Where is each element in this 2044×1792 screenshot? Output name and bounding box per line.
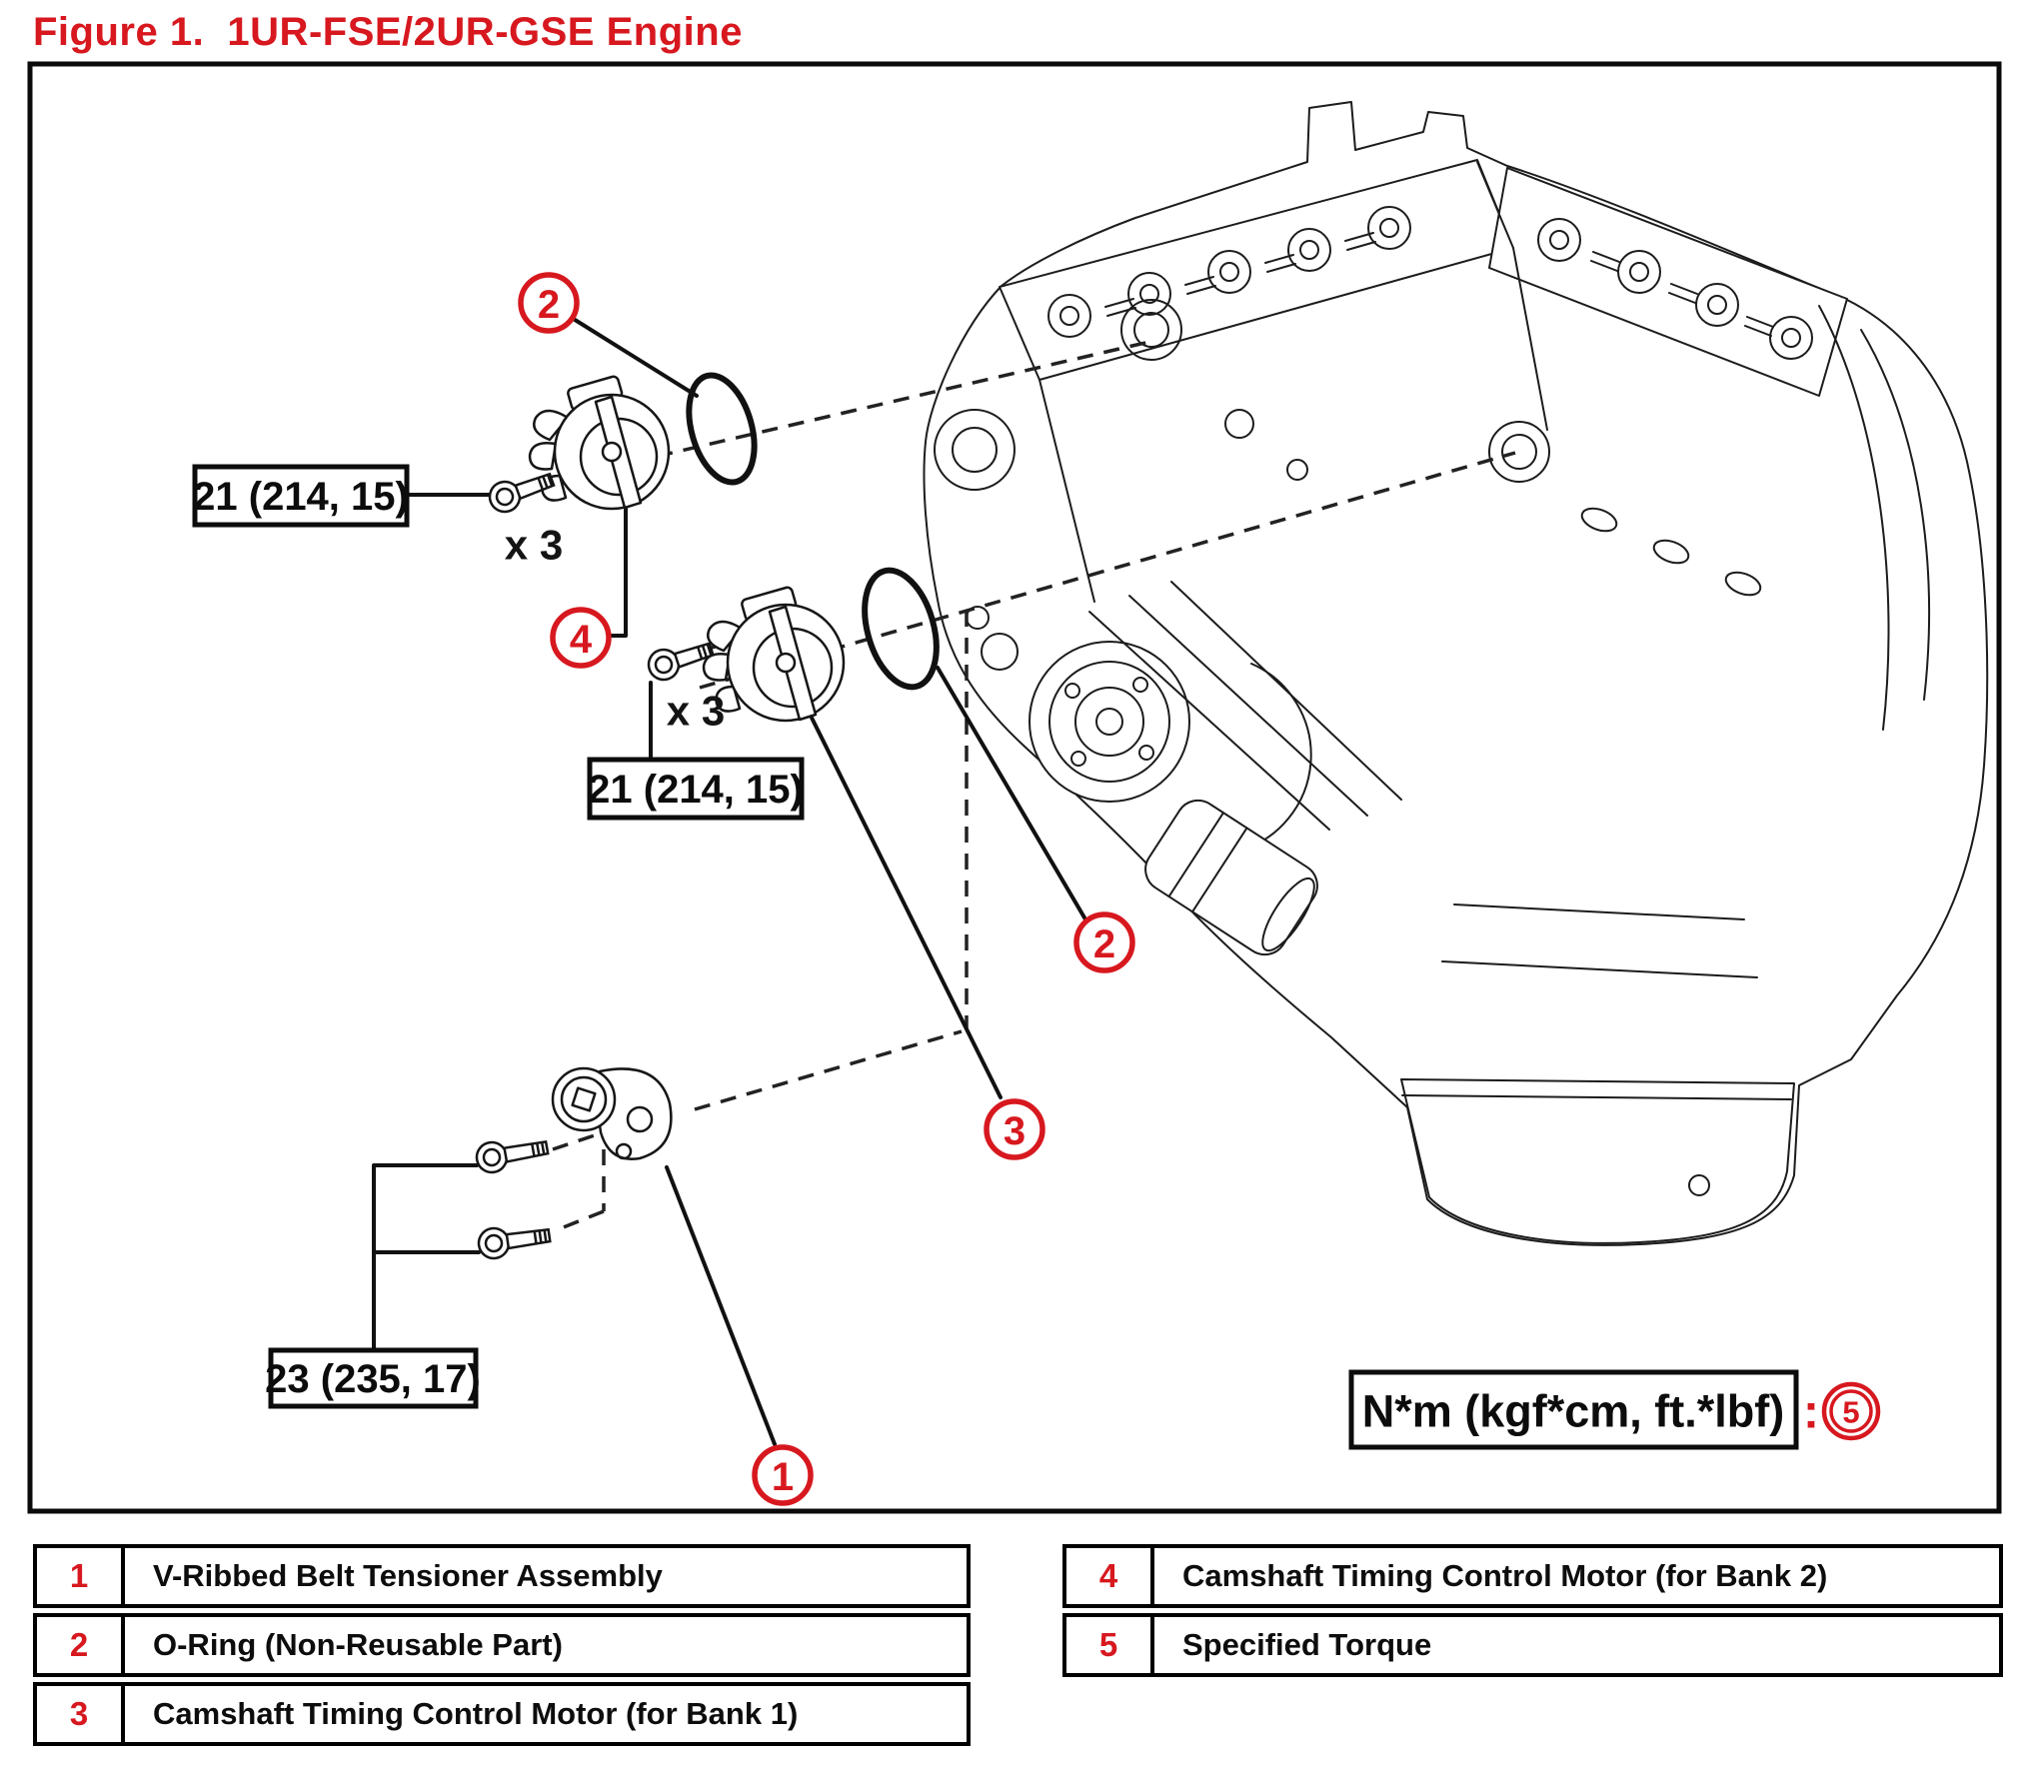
- callout-4: [553, 610, 609, 666]
- torque-box-tensioner-label: 23 (235, 17): [265, 1357, 481, 1401]
- legend-row: [33, 1613, 971, 1677]
- legend-row: [33, 1682, 971, 1746]
- callout-2-top: [521, 275, 577, 331]
- torque-box-bank2: [193, 467, 409, 525]
- leader-callout4: [611, 507, 626, 636]
- callout-4-number: 4: [569, 618, 593, 662]
- legend-number: 2: [33, 1613, 125, 1677]
- quantity-label-bank2: x 3: [504, 521, 564, 569]
- bolt-tensioner-upper: [475, 1133, 550, 1175]
- torque-units-label: N*m (kgf*cm, ft.*lbf): [1361, 1385, 1785, 1437]
- cam-timing-motor-bank2: [530, 376, 669, 509]
- torque-units-box: [1351, 1372, 1796, 1447]
- legend-table-left: [33, 1544, 971, 1751]
- torque-box-bank1: [588, 760, 804, 818]
- legend-row: [1062, 1613, 2003, 1677]
- belt-tensioner-assembly: [553, 1068, 671, 1159]
- torque-box-tensioner: [265, 1350, 481, 1406]
- legend-label: V-Ribbed Belt Tensioner Assembly: [121, 1544, 971, 1608]
- legend-label: O-Ring (Non-Reusable Part): [121, 1613, 971, 1677]
- torque-box-bank2-label: 21 (214, 15): [193, 475, 409, 519]
- legend-number: 4: [1062, 1544, 1154, 1608]
- callout-2-top-number: 2: [537, 283, 561, 327]
- legend-label: Specified Torque: [1150, 1613, 2003, 1677]
- leader-torque-tensioner: [374, 1165, 479, 1349]
- o-ring-bank2: [678, 368, 766, 490]
- callout-1: [755, 1447, 811, 1503]
- figure-title: Figure 1. 1UR-FSE/2UR-GSE Engine: [33, 10, 743, 54]
- legend-label: Camshaft Timing Control Motor (for Bank 1): [121, 1682, 971, 1746]
- legend-row: [33, 1544, 971, 1608]
- legend-number: 5: [1062, 1613, 1154, 1677]
- callout-2-bottom-number: 2: [1092, 922, 1116, 966]
- legend-table-right: [1062, 1544, 2003, 1682]
- leader-callout3: [810, 714, 1001, 1097]
- callout-2-bottom: [1076, 914, 1132, 970]
- legend-number: 3: [33, 1682, 125, 1746]
- callout-1-number: 1: [771, 1455, 795, 1499]
- torque-box-bank1-label: 21 (214, 15): [588, 768, 804, 812]
- callout-3-number: 3: [1003, 1109, 1026, 1153]
- torque-units-separator: :: [1803, 1385, 1819, 1439]
- callout-3: [987, 1101, 1042, 1157]
- callout-5-number: 5: [1842, 1394, 1860, 1430]
- legend-label: Camshaft Timing Control Motor (for Bank 2): [1150, 1544, 2003, 1608]
- bolt-tensioner-lower: [477, 1220, 551, 1260]
- legend-row: [1062, 1544, 2003, 1608]
- callout-5: [1824, 1384, 1878, 1438]
- legend-number: 1: [33, 1544, 125, 1608]
- engine-illustration: [925, 102, 1988, 1245]
- quantity-label-bank1: x 3: [666, 687, 726, 735]
- dashed-line-tensioner: [695, 1031, 962, 1109]
- leader-callout1: [667, 1167, 775, 1444]
